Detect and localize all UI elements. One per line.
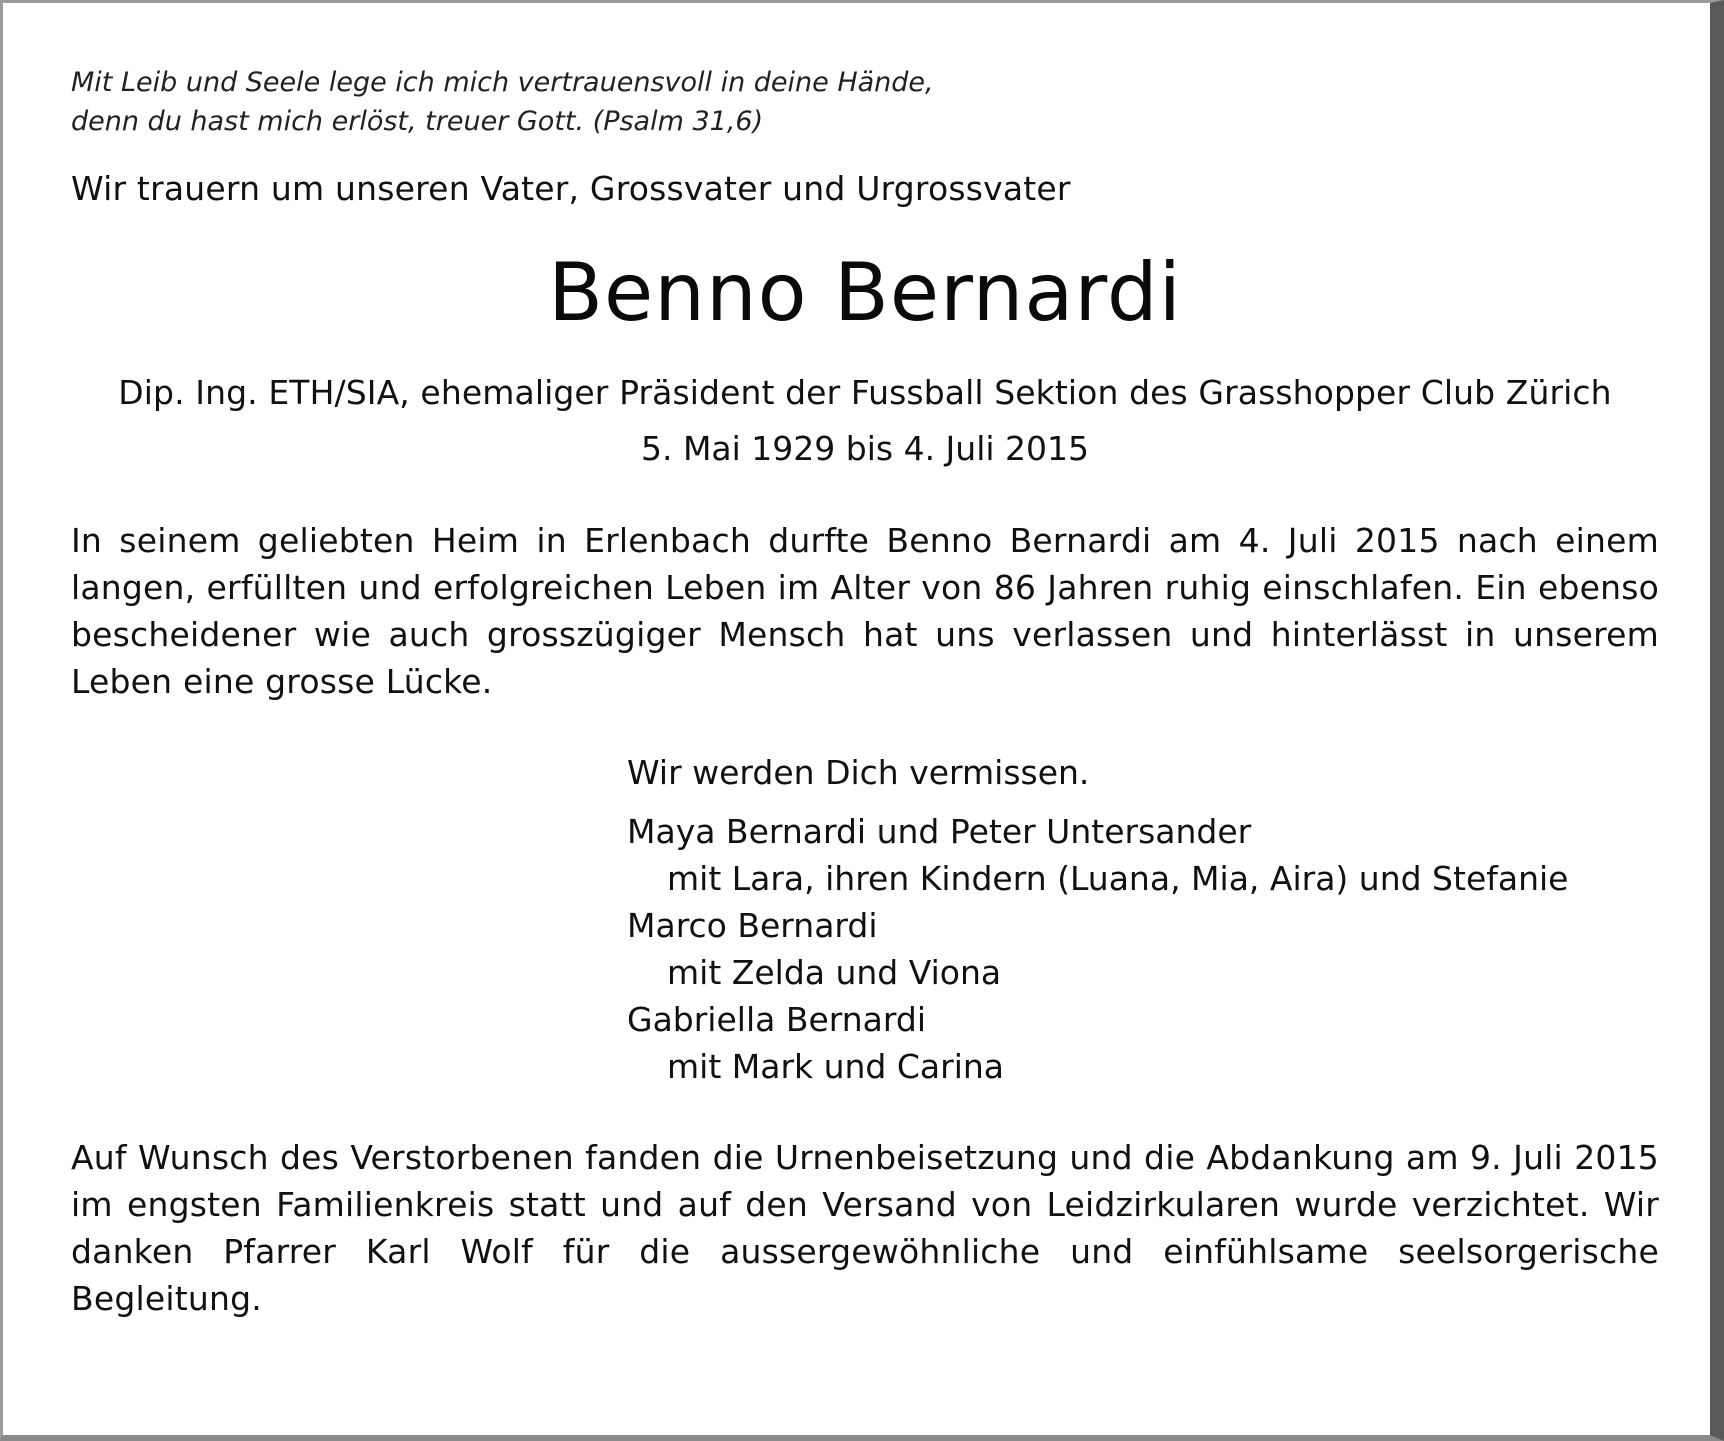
family-member: Marco Bernardi (627, 906, 878, 945)
psalm-quote-line-1: Mit Leib und Seele lege ich mich vertrauensvoll in deine Hände, (71, 67, 934, 98)
closing-paragraph: Auf Wunsch des Verstorbenen fanden die Urnenbeisetzung und die Abdankung am 9. Juli 2015 im engsten Familienkreis statt und auf den Versand von Leidzirkularen wurde verzichtet. Wir danken Pfarrer Karl Wolf für die aussergewöhnliche und einfühlsame seelsorgerische Begleitung. (71, 1138, 1659, 1318)
psalm-quote (71, 63, 1659, 141)
life-dates: 5. Mai 1929 bis 4. Juli 2015 (640, 429, 1090, 468)
deceased-title: Dip. Ing. ETH/SIA, ehemaliger Präsident der Fussball Sektion des Grasshopper Club Zürich (118, 373, 1612, 412)
family-member-relatives: mit Mark und Carina (667, 1047, 1005, 1086)
notice-content (71, 63, 1659, 1322)
farewell-line: Wir werden Dich vermissen. (627, 753, 1090, 792)
family-member: Gabriella Bernardi (627, 1000, 926, 1039)
family-member-relatives: mit Lara, ihren Kindern (Luana, Mia, Aira) und Stefanie (667, 859, 1569, 898)
family-member: Maya Bernardi und Peter Untersander (627, 812, 1252, 851)
psalm-quote-line-2: denn du hast mich erlöst, treuer Gott. (Psalm 31,6) (71, 106, 764, 137)
mourning-lead: Wir trauern um unseren Vater, Grossvater und Urgrossvater (71, 169, 1071, 208)
deceased-name: Benno Bernardi (548, 246, 1182, 339)
family-signatures (627, 749, 1659, 1090)
obituary-paragraph: In seinem geliebten Heim in Erlenbach durfte Benno Bernardi am 4. Juli 2015 nach einem langen, erfüllten und erfolgreichen Leben im Alter von 86 Jahren ruhig einschlafen. Ein ebenso bescheidener wie auch grosszügiger Mensch hat uns verlassen und hinterlässt in unserem Leben eine grosse Lücke. (71, 521, 1659, 701)
family-member-relatives: mit Zelda und Viona (667, 953, 1002, 992)
